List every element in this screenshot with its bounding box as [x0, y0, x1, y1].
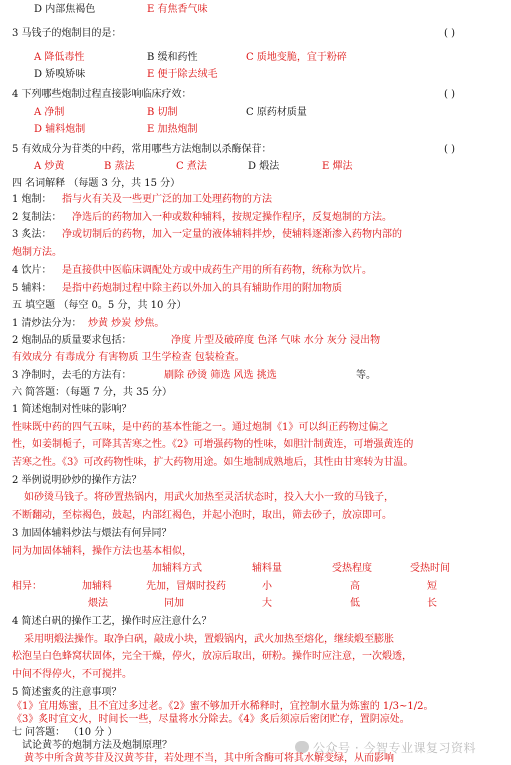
short-question-1: 1 简述炮制对性味的影响？ — [12, 404, 132, 415]
q5-option-b: B 蒸法 — [104, 161, 135, 172]
compare-r2-name: 煨法 — [88, 598, 108, 609]
q4-option-c: C 原药材质量 — [246, 107, 307, 118]
compare-r2-time: 长 — [427, 598, 437, 609]
short-answer-2-line-2: 不断翻动，至棕褐色，鼓起，内部红褐色，并起小泡时，取出，筛去砂子，放凉即可。 — [12, 510, 392, 521]
short-answer-1-line-2: 性，如姜制栀子，可降其苦寒之性。《2》可增强药物的性味，如胆汁制黄连，可增强黄连的 — [12, 439, 414, 450]
term-5-definition: 是指中药炮制过程中除主药以外加入的具有辅助作用的附加物质 — [62, 283, 342, 294]
compare-header-amount: 辅料量 — [252, 563, 282, 574]
short-answer-5-line-2: 《3》炙时宜文火，时间长一些，尽量将水分除去。《4》炙后须凉后密闭贮存，置阴凉处。 — [12, 714, 410, 725]
short-answer-3-line-1: 同为加固体辅料，操作方法也基本相似， — [12, 546, 192, 557]
q2-option-d: D 内部焦褐色 — [34, 4, 96, 15]
compare-header-heat-time: 受热时间 — [410, 563, 450, 574]
essay-question: 试论黄芩的炮制方法及炮制原理？ — [22, 740, 172, 751]
compare-r1-time: 短 — [427, 581, 437, 592]
compare-r1-method: 先加，冒烟时投药 — [146, 581, 226, 592]
q4-option-b: B 切制 — [147, 107, 178, 118]
q5-option-a: A 炒黄 — [34, 161, 65, 172]
section-5-title: 五 填空题 （每空 0。5 分，共 10 分） — [12, 300, 187, 311]
q3-answer-paren: ( ) — [444, 28, 455, 39]
section-4-title: 四 名词解释 （每题 3 分，共 15 分） — [12, 178, 181, 189]
fill-3-answer: 刷除 砂烫 筛选 风选 挑选 — [164, 370, 277, 381]
short-answer-4-line-1: 采用明煅法操作。取净白矾，敲成小块，置煅锅内，武火加热至熔化，继续煅至膨胀 — [24, 634, 394, 645]
short-question-4: 4 简述白矾的操作工艺，操作时应注意什么？ — [12, 616, 212, 627]
q5-stem: 5 有效成分为苷类的中药，常用哪些方法炮制以杀酶保苷： — [12, 144, 272, 155]
fill-1-answer: 炒黄 炒炭 炒焦。 — [88, 318, 165, 329]
fill-2-answer-line-2: 有效成分 有毒成分 有害物质 卫生学检查 包装检查。 — [12, 352, 245, 363]
term-2-definition: 净选后的药物加入一种或数种辅料，按规定操作程序，反复炮制的方法。 — [72, 212, 392, 223]
q4-stem: 4 下列哪些炮制过程直接影响临床疗效： — [12, 89, 192, 100]
section-6-title: 六 简答题：（每题 7 分，共 35 分） — [12, 387, 172, 398]
compare-r2-heat: 低 — [350, 598, 360, 609]
short-answer-4-line-2: 松泡呈白色蜂窝状固体，完全干燥，停火，放凉后取出，研粉。操作时应注意，一次煅透， — [12, 651, 412, 662]
term-3-definition-line-2: 炮制方法。 — [12, 247, 62, 258]
compare-header-heat-level: 受热程度 — [332, 563, 372, 574]
compare-r1-heat: 高 — [350, 581, 360, 592]
compare-r2-amount: 大 — [262, 598, 272, 609]
compare-r1-amount: 小 — [262, 581, 272, 592]
q5-answer-paren: ( ) — [444, 144, 455, 155]
term-3-label: 3 炙法： — [12, 229, 52, 240]
section-7-title: 七 问答题： （10 分 ） — [12, 727, 118, 738]
fill-1-label: 1 清炒法分为： — [12, 318, 82, 329]
q4-option-a: A 净制 — [34, 107, 65, 118]
short-answer-5-line-1: 《1》宜用炼蜜，且不宜过多过老。《2》蜜不够加开水稀释时，宜控制水量为炼蜜的 1/3~1/2。 — [12, 701, 434, 712]
term-2-label: 2 复制法： — [12, 212, 62, 223]
short-answer-1-line-3: 苦寒之性。《3》可改药物性味，扩大药物用途。如生地制成熟地后，其性由甘寒转为甘温。 — [12, 457, 414, 468]
q3-option-e: E 便于除去绒毛 — [147, 69, 218, 80]
fill-3-tail: 等。 — [356, 370, 376, 381]
short-question-5: 5 简述蜜炙的注意事项？ — [12, 687, 122, 698]
q3-option-d: D 矫嗅矫味 — [34, 69, 86, 80]
fill-2-answer-line-1: 净度 片型及破碎度 色泽 气味 水分 灰分 浸出物 — [171, 335, 381, 346]
term-1-definition: 指与火有关及一些更广泛的加工处理药物的方法 — [62, 194, 272, 205]
short-answer-1-line-1: 性味既中药的四气五味，是中药的基本性能之一。通过炮制《1》可以纠正药物过偏之 — [12, 422, 389, 433]
compare-r1-name: 加辅料 — [82, 581, 112, 592]
q5-option-e: E 燀法 — [322, 161, 353, 172]
q4-option-e: E 加热炮制 — [147, 124, 198, 135]
term-4-label: 4 饮片： — [12, 265, 52, 276]
short-answer-2-line-1: 如砂烫马钱子。将砂置热锅内，用武火加热至灵活状态时，投入大小一致的马钱子， — [24, 492, 394, 503]
q2-option-e: E 有焦香气味 — [147, 4, 208, 15]
fill-2-label: 2 炮制品的质量要求包括： — [12, 335, 132, 346]
q4-option-d: D 辅料炮制 — [34, 124, 86, 135]
essay-answer-line-1: 黄芩中所含黄芩苷及汉黄芩苷，若处理不当，其中所含酶可将其水解变绿，从而影响 — [24, 753, 394, 764]
q3-option-c: C 质地变脆，宜于粉碎 — [246, 52, 347, 63]
term-1-label: 1 炮制： — [12, 194, 52, 205]
q5-option-d: D 煅法 — [248, 161, 280, 172]
q3-stem: 3 马钱子的炮制目的是： — [12, 28, 122, 39]
watermark-text: 公众号 · 今智专业课复习资料 — [313, 741, 476, 755]
q3-option-b: B 缓和药性 — [147, 52, 198, 63]
short-question-2: 2 举例说明砂炒的操作方法？ — [12, 475, 142, 486]
q4-answer-paren: ( ) — [444, 89, 455, 100]
term-3-definition-line-1: 净或切制后的药物，加入一定量的液体辅料拌炒，使辅料逐渐渗入药物内部的 — [62, 229, 402, 240]
term-4-definition: 是直接供中医临床调配处方或中成药生产用的所有药物，统称为饮片。 — [62, 265, 372, 276]
compare-header-method: 加辅料方式 — [152, 563, 202, 574]
fill-3-label: 3 净制时，去毛的方法有： — [12, 370, 132, 381]
term-5-label: 5 辅料： — [12, 283, 52, 294]
compare-row-label: 相异： — [12, 581, 42, 592]
q5-option-c: C 煮法 — [176, 161, 207, 172]
short-question-3: 3 加固体辅料炒法与煨法有何异同？ — [12, 528, 172, 539]
q3-option-a: A 降低毒性 — [34, 52, 85, 63]
short-answer-4-line-3: 中间不得停火，不可搅拌。 — [12, 669, 132, 680]
compare-r2-method: 同加 — [164, 598, 184, 609]
